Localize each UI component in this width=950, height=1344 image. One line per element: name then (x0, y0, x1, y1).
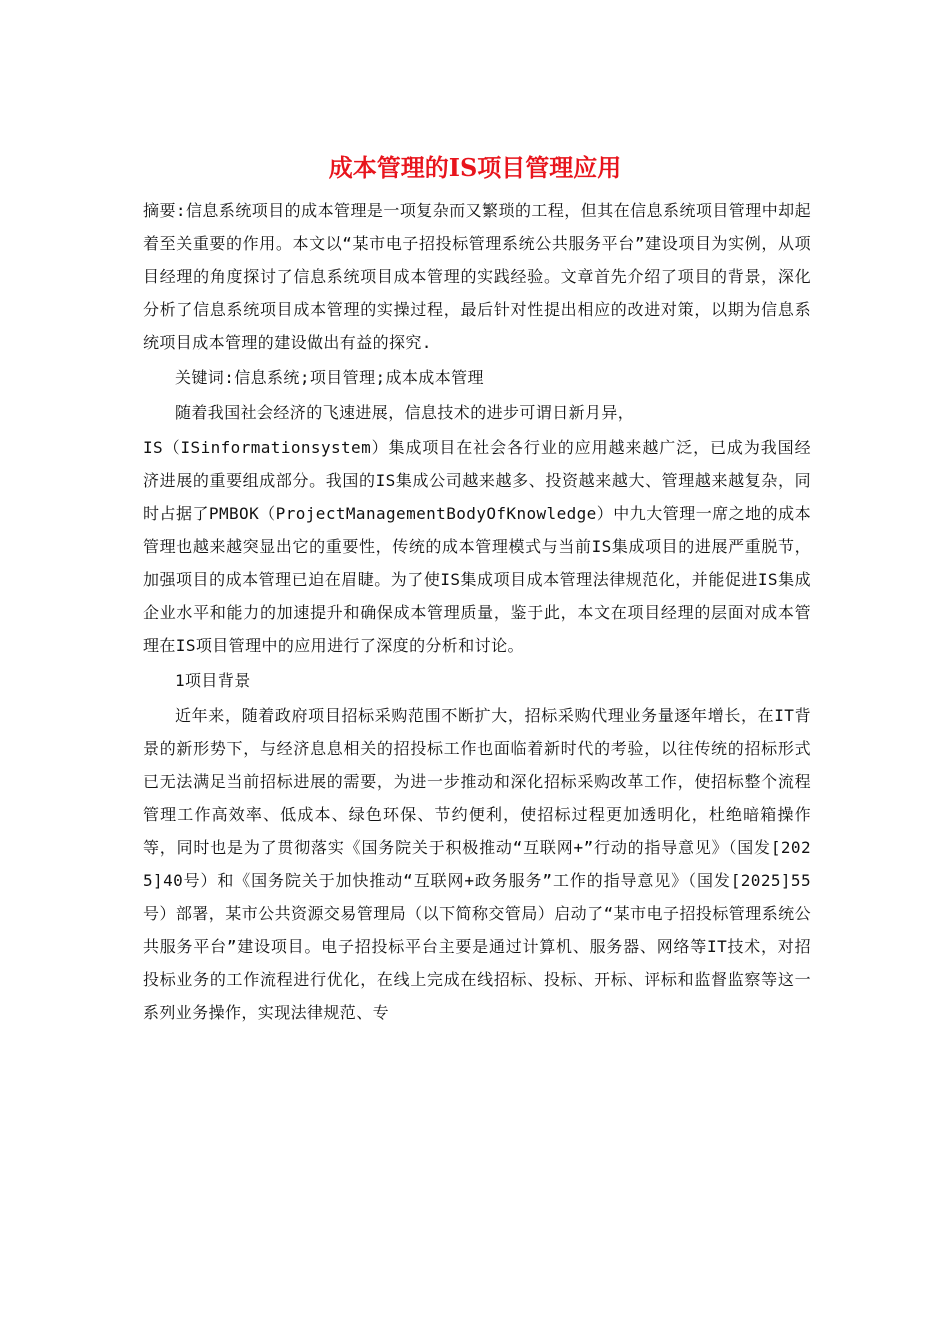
document-title: 成本管理的IS项目管理应用 (328, 153, 622, 182)
intro-first-line: 随着我国社会经济的飞速进展，信息技术的进步可谓日新月异， (175, 403, 635, 422)
keywords-paragraph: 关键词:信息系统;项目管理;成本成本管理 (175, 368, 484, 387)
section-heading-background: 1项目背景 (175, 671, 251, 690)
abstract-paragraph: 摘要:信息系统项目的成本管理是一项复杂而又繁琐的工程，但其在信息系统项目管理中却起着至关重要的作用。本文以“某市电子招投标管理系统公共服务平台”建设项目为实例，从项目经理的角度探讨了信息系统项目成本管理的实践经验。文章首先介绍了项目的背景，深化分析了信息系统项目成本管理的实操过程，最后针对性提出相应的改进对策，以期为信息系统项目成本管理的建设做出有益的探究. (143, 201, 811, 352)
background-paragraph: 近年来，随着政府项目招标采购范围不断扩大，招标采购代理业务量逐年增长，在IT背景的新形势下，与经济息息相关的招投标工作也面临着新时代的考验，以往传统的招标形式已无法满足当前招标进展的需要，为进一步推动和深化招标采购改革工作，使招标整个流程管理工作高效率、低成本、绿色环保、节约便利，使招标过程更加透明化，杜绝暗箱操作等，同时也是为了贯彻落实《国务院关于积极推动“互联网+”行动的指导意见》（国发[2025]40号）和《国务院关于加快推动“互联网+政务服务”工作的指导意见》（国发[2025]55号）部署，某市公共资源交易管理局（以下简称交管局）启动了“某市电子招投标管理系统公共服务平台”建设项目。电子招投标平台主要是通过计算机、服务器、网络等IT技术，对招投标业务的工作流程进行优化，在线上完成在线招标、投标、开标、评标和监督监察等这一系列业务操作，实现法律规范、专 (143, 706, 811, 1022)
intro-paragraph: IS（ISinformationsystem）集成项目在社会各行业的应用越来越广泛，已成为我国经济进展的重要组成部分。我国的IS集成公司越来越多、投资越来越大、管理越来越复杂，同时占据了PMBOK（ProjectManagementBodyOfKnowledge）中九大管理一席之地的成本管理也越来越突显出它的重要性，传统的成本管理模式与当前IS集成项目的进展严重脱节，加强项目的成本管理已迫在眉睫。为了使IS集成项目成本管理法律规范化，并能促进IS集成企业水平和能力的加速提升和确保成本管理质量，鉴于此，本文在项目经理的层面对成本管理在IS项目管理中的应用进行了深度的分析和讨论。 (143, 438, 811, 655)
document-body (143, 194, 811, 1031)
